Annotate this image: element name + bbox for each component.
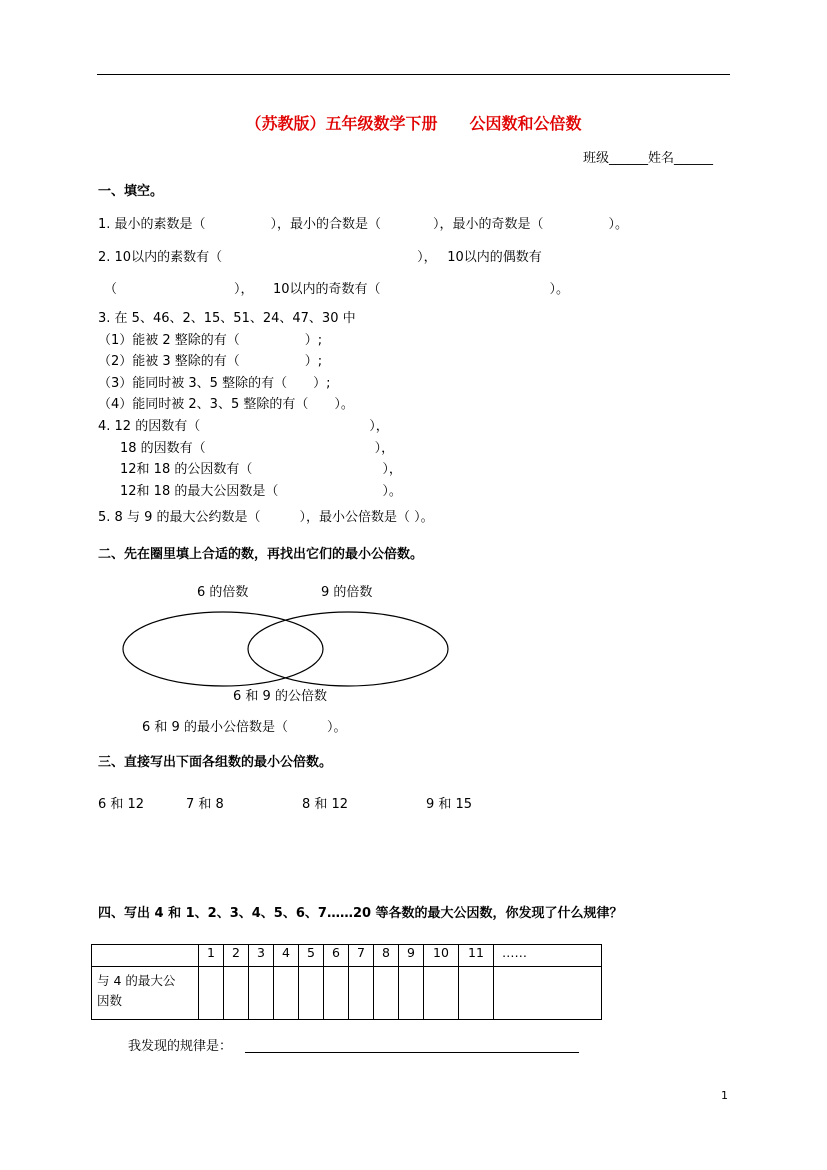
- venn-label-left: 6 的倍数: [197, 585, 249, 600]
- table-header-row: [92, 945, 602, 967]
- class-name-line: 班级______姓名______: [583, 151, 714, 166]
- pair-item: 6 和 12: [98, 797, 145, 812]
- section2-heading: 二、先在圈里填上合适的数，再找出它们的最小公倍数。: [98, 547, 424, 562]
- table-col-header: 11: [459, 945, 494, 967]
- page-number: 1: [721, 1089, 728, 1102]
- rule-prompt: 我发现的规律是：: [128, 1039, 233, 1054]
- table-col-header: 4: [274, 945, 299, 967]
- question-3: 3. 在 5、46、2、15、51、24、47、30 中: [98, 311, 356, 326]
- question-4-2: 18 的因数有（ ），: [120, 441, 395, 456]
- question-3-1: （1）能被 2 整除的有（ ）;: [98, 333, 323, 348]
- answer-cell[interactable]: [349, 967, 374, 1020]
- answer-cell[interactable]: [374, 967, 399, 1020]
- question-4-3: 12和 18 的公因数有（ ），: [120, 462, 402, 477]
- table-col-header: 6: [324, 945, 349, 967]
- answer-cell[interactable]: [199, 967, 224, 1020]
- pair-item: 9 和 15: [426, 797, 473, 812]
- question-3-2: （2）能被 3 整除的有（ ）;: [98, 354, 323, 369]
- header-rule: [97, 74, 730, 75]
- question-3-3: （3）能同时被 3、5 整除的有（ ）;: [98, 376, 331, 391]
- table-col-header: ……: [494, 945, 602, 967]
- answer-cell[interactable]: [274, 967, 299, 1020]
- table-col-header: 10: [424, 945, 459, 967]
- row-label-line2: 因数: [97, 993, 123, 1008]
- venn-diagram: [118, 610, 458, 692]
- lcm-question: 6 和 9 的最小公倍数是（ ）。: [142, 720, 347, 735]
- question-3-4: （4）能同时被 2、3、5 整除的有（ ）。: [98, 397, 354, 412]
- table-col-header: 1: [199, 945, 224, 967]
- answer-cell[interactable]: [399, 967, 424, 1020]
- venn-circle-9: [248, 612, 448, 686]
- table-col-header: 9: [399, 945, 424, 967]
- question-4-4: 12和 18 的最大公因数是（ ）。: [120, 484, 402, 499]
- question-2a: 2. 10以内的素数有（ ）， 10以内的偶数有: [98, 250, 542, 265]
- table-col-header: 7: [349, 945, 374, 967]
- answer-cell[interactable]: [324, 967, 349, 1020]
- table-row-label: [92, 967, 199, 1020]
- section3-heading: 三、直接写出下面各组数的最小公倍数。: [98, 755, 333, 770]
- table-col-header: 8: [374, 945, 399, 967]
- answer-cell[interactable]: [494, 967, 602, 1020]
- pair-item: 8 和 12: [302, 797, 349, 812]
- venn-circle-6: [123, 612, 323, 686]
- table-col-header: 3: [249, 945, 274, 967]
- row-label-line1: 与 4 的最大公: [97, 973, 176, 988]
- table-col-header: 2: [224, 945, 249, 967]
- answer-cell[interactable]: [424, 967, 459, 1020]
- table-answer-row: [92, 967, 602, 1020]
- section4-heading: 四、写出 4 和 1、2、3、4、5、6、7……20 等各数的最大公因数，你发现了什么规律？: [98, 906, 623, 921]
- answer-cell[interactable]: [459, 967, 494, 1020]
- rule-answer-line[interactable]: [245, 1052, 579, 1053]
- section1-heading: 一、填空。: [98, 184, 164, 199]
- table-col-header: 5: [299, 945, 324, 967]
- question-5: 5. 8 与 9 的最大公约数是（ ），最小公倍数是（ ）。: [98, 510, 434, 525]
- question-1: 1. 最小的素数是（ ），最小的合数是（ ），最小的奇数是（ ）。: [98, 217, 629, 232]
- venn-label-right: 9 的倍数: [321, 585, 373, 600]
- pair-item: 7 和 8: [186, 797, 224, 812]
- question-2b: （ ）， 10以内的奇数有（ ）。: [104, 282, 570, 297]
- table-corner-cell: [92, 945, 199, 967]
- page-title: （苏教版）五年级数学下册 公因数和公倍数: [245, 114, 582, 133]
- venn-label-common: 6 和 9 的公倍数: [233, 689, 327, 704]
- gcd-table: [91, 944, 602, 1020]
- question-4-1: 4. 12 的因数有（ ），: [98, 419, 389, 434]
- answer-cell[interactable]: [249, 967, 274, 1020]
- answer-cell[interactable]: [299, 967, 324, 1020]
- answer-cell[interactable]: [224, 967, 249, 1020]
